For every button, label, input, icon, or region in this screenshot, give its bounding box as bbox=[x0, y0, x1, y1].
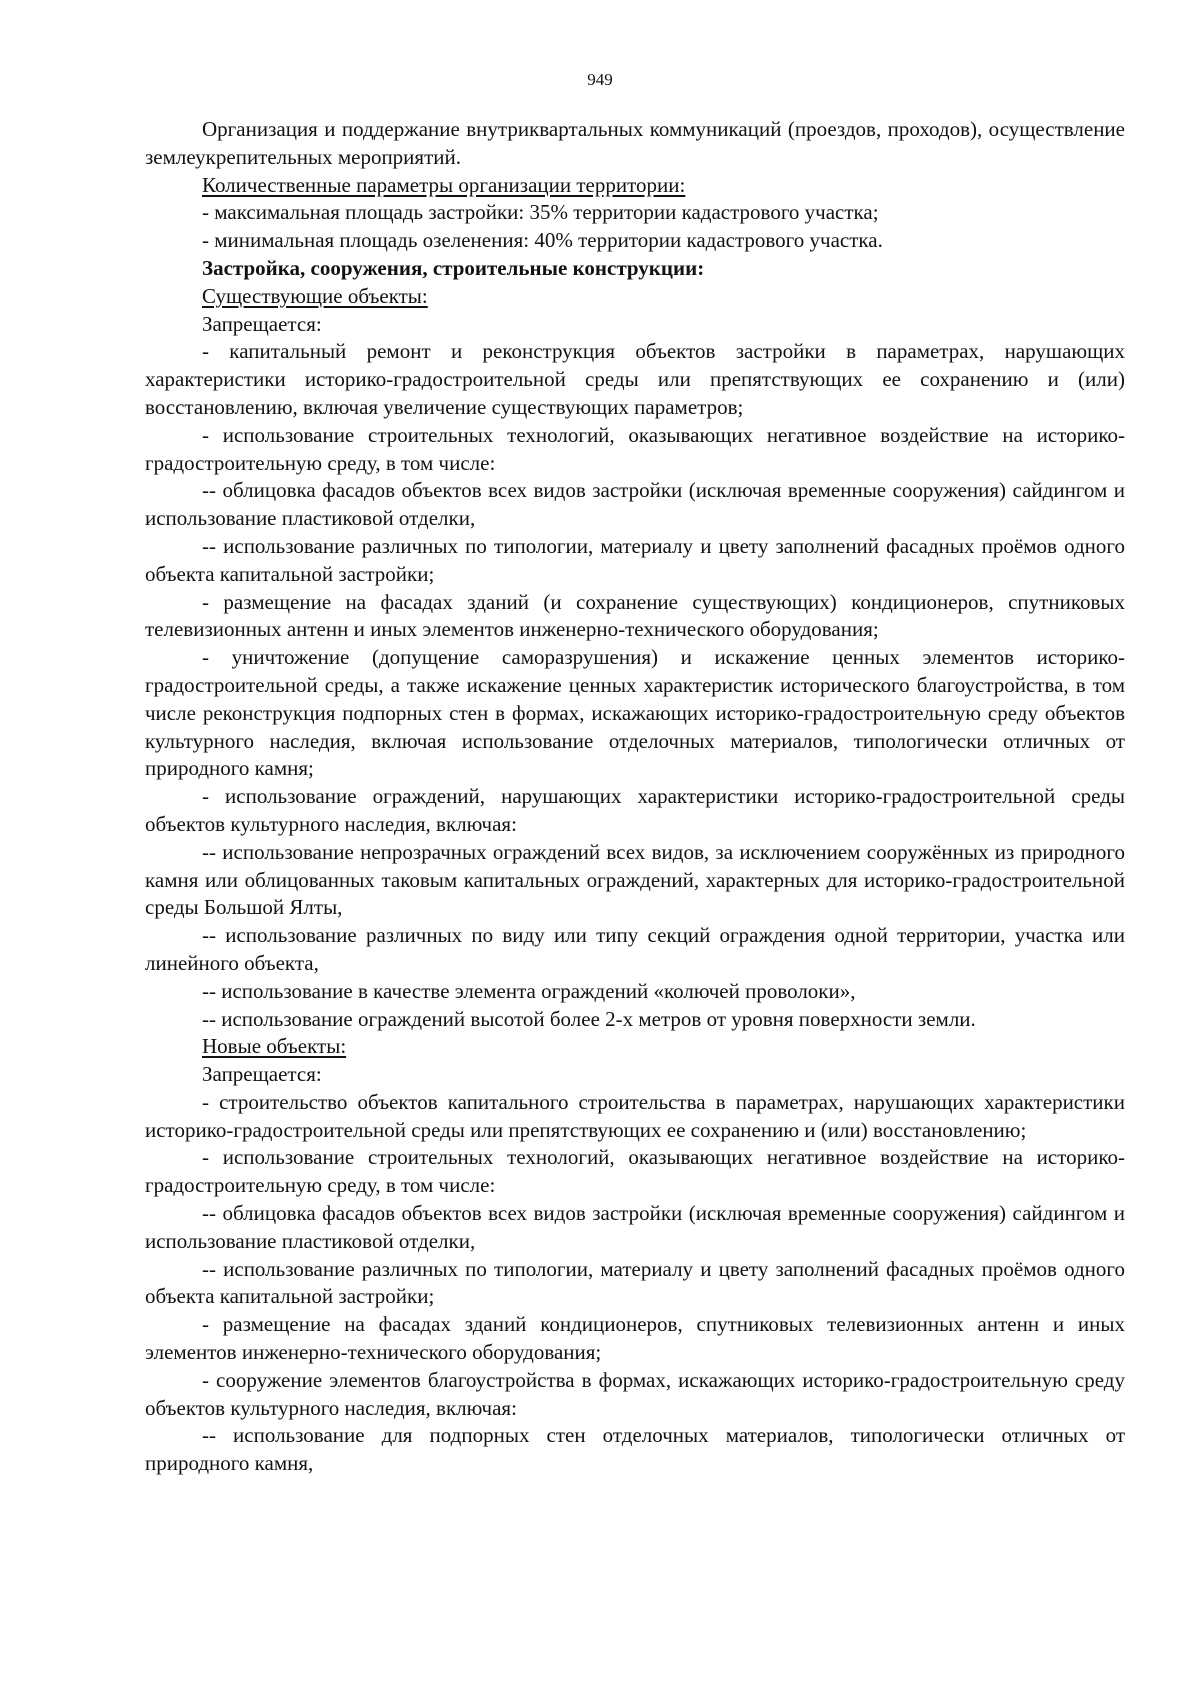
list-item: - сооружение элементов благоустройства в формах, искажающих историко-градостроительную среду объектов культурного наследия, включая: bbox=[145, 1367, 1125, 1420]
list-subitem: -- использование различных по типологии, материалу и цвету заполнений фасадных проёмов одного объекта капитальной застройки; bbox=[145, 533, 1125, 586]
list-subitem: -- использование в качестве элемента ограждений «колючей проволоки», bbox=[202, 978, 856, 1003]
list-item: - использование строительных технологий, оказывающих негативное воздействие на историко-градостроительную среду, в том числе: bbox=[145, 1145, 1125, 1198]
list-item: - минимальная площадь озеленения: 40% территории кадастрового участка. bbox=[202, 228, 883, 253]
list-subitem: -- облицовка фасадов объектов всех видов застройки (исключая временные сооружения) сайдингом и использование пластиковой отделки, bbox=[145, 1201, 1125, 1253]
list-subitem: -- использование для подпорных стен отделочных материалов, типологически отличных от природного камня, bbox=[145, 1423, 1125, 1476]
list-item: - максимальная площадь застройки: 35% территории кадастрового участка; bbox=[202, 200, 879, 225]
list-item: - уничтожение (допущение саморазрушения) и искажение ценных элементов историко-градостроительной среды, а также искажение ценных характеристик исторического благоустройства, в том числе реконструкция подпорных стен в формах, искажающих историко-градостроительную среду объектов культурного наследия, включая использование отделочных материалов, типологически отличных от природного камня; bbox=[145, 645, 1125, 781]
list-subitem: -- использование различных по типологии, материалу и цвету заполнений фасадных проёмов одного объекта капитальной застройки; bbox=[145, 1256, 1125, 1309]
paragraph: Запрещается: bbox=[202, 311, 322, 336]
list-item: - капитальный ремонт и реконструкция объектов застройки в параметрах, нарушающих характеристики историко-градостроительной среды или препятствующих ее сохранению и (или) восстановлению, включая увеличение существующих параметров; bbox=[145, 339, 1125, 419]
list-item: - использование ограждений, нарушающих характеристики историко-градостроительной среды объектов культурного наследия, включая: bbox=[145, 784, 1125, 836]
list-subitem: -- облицовка фасадов объектов всех видов застройки (исключая временные сооружения) сайдингом и использование пластиковой отделки, bbox=[145, 478, 1125, 531]
underlined-heading: Количественные параметры организации территории: bbox=[202, 172, 686, 197]
list-item: - размещение на фасадах зданий кондиционеров, спутниковых телевизионных антенн и иных элементов инженерно-технического оборудования; bbox=[145, 1312, 1125, 1365]
section-heading-existing bbox=[145, 283, 1125, 311]
list-subitem: -- использование различных по виду или типу секций ограждения одной территории, участка или линейного объекта, bbox=[145, 923, 1125, 975]
list-subitem: -- использование непрозрачных ограждений всех видов, за исключением сооружённых из природного камня или облицованных таковым капитальных ограждений, характерных для историко-градостроительной среды Большой Ялты, bbox=[145, 839, 1125, 920]
list-item: - строительство объектов капитального строительства в параметрах, нарушающих характеристики историко-градостроительной среды или препятствующих ее сохранению и (или) восстановлению; bbox=[145, 1089, 1125, 1142]
underlined-heading: Новые объекты: bbox=[202, 1034, 347, 1059]
page-number: 949 bbox=[587, 70, 613, 89]
paragraph: Запрещается: bbox=[202, 1062, 322, 1087]
underlined-heading: Существующие объекты: bbox=[202, 283, 428, 308]
document-body bbox=[145, 116, 1125, 1478]
list-item: - использование строительных технологий, оказывающих негативное воздействие на историко-градостроительную среду, в том числе: bbox=[145, 422, 1125, 475]
list-item: - размещение на фасадах зданий (и сохранение существующих) кондиционеров, спутниковых телевизионных антенн и иных элементов инженерно-технического оборудования; bbox=[145, 589, 1125, 642]
section-heading-quantitative bbox=[145, 172, 1125, 200]
paragraph: Организация и поддержание внутриквартальных коммуникаций (проездов, проходов), осуществление землеукрепительных мероприятий. bbox=[145, 117, 1125, 169]
list-subitem: -- использование ограждений высотой более 2-х метров от уровня поверхности земли. bbox=[202, 1006, 976, 1031]
bold-heading: Застройка, сооружения, строительные конструкции: bbox=[202, 255, 705, 280]
section-heading-new bbox=[145, 1033, 1125, 1061]
